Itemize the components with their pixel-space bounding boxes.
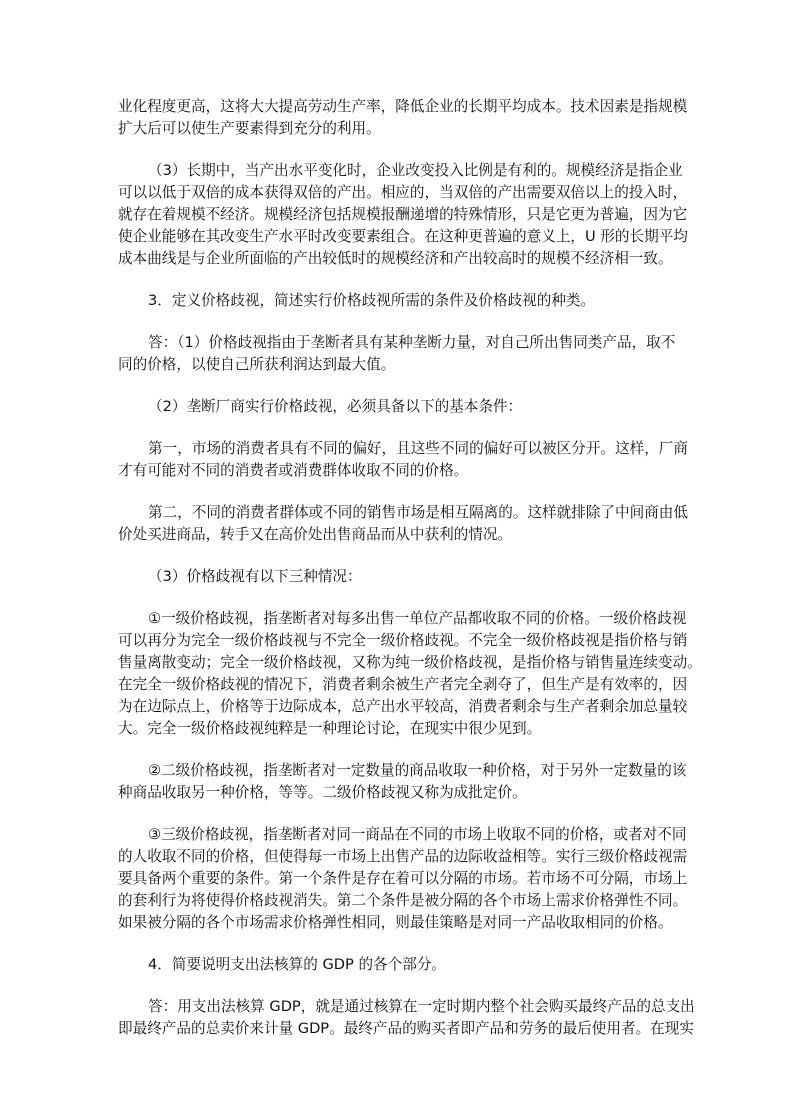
text-line: 使企业能够在其改变生产水平时改变要素组合。在这种更普遍的意义上，U 形的长期平均 <box>118 228 688 245</box>
paragraph <box>118 760 687 804</box>
text-line: （3）长期中，当产出水平变化时，企业改变投入比例是有利的。规模经济是指企业 <box>148 162 683 179</box>
text-line: 可以再分为完全一级价格歧视与不完全一级价格歧视。不完全一级价格歧视是指价格与销 <box>118 632 688 649</box>
text-line: 就存在着规模不经济。规模经济包括规模报酬递增的特殊情形，只是它更为普遍，因为它 <box>118 206 688 223</box>
text-line: 第一，市场的消费者具有不同的偏好，且这些不同的偏好可以被区分开。这样，厂商 <box>148 440 688 457</box>
paragraph <box>118 438 688 482</box>
text-line: 即最终产品的总卖价来计量 GDP。最终产品的购买者即产品和劳务的最后使用者。在现实 <box>118 1020 694 1037</box>
text-line: 价处买进商品，转手又在高价处出售商品而从中获利的情况。 <box>118 526 513 543</box>
paragraph <box>118 502 688 546</box>
text-line: ①一级价格歧视，指垄断者对每多出售一单位产品都收取不同的价格。一级价格歧视 <box>148 610 687 627</box>
text-line: 同的价格，以使自己所获利润达到最大值。 <box>118 356 396 373</box>
section-heading <box>118 566 675 588</box>
section-heading <box>118 396 675 418</box>
text-line: 的人收取不同的价格，但使得每一市场上出售产品的边际收益相等。实行三级价格歧视需 <box>118 848 688 865</box>
paragraph <box>118 996 695 1040</box>
text-line: 的套利行为将使得价格歧视消失。第二个条件是被分隔的各个市场上需求价格弹性不同。 <box>118 892 688 909</box>
text-line: （3）价格歧视有以下三种情况： <box>148 568 362 585</box>
text-line: 可以以低于双倍的成本获得双倍的产出。相应的，当双倍的产出需要双倍以上的投入时， <box>118 184 688 201</box>
text-line: 为在边际点上，价格等于边际成本，总产出水平较高，消费者剩余与生产者剩余加总量较 <box>118 698 688 715</box>
text-line: （2）垄断厂商实行价格歧视，必须具备以下的基本条件： <box>148 398 523 415</box>
paragraph <box>118 160 688 270</box>
section-heading <box>118 290 675 312</box>
text-line: 4．简要说明支出法核算的 GDP 的各个部分。 <box>148 956 447 973</box>
text-line: 要具备两个重要的条件。第一个条件是存在着可以分隔的市场。若市场不可分隔，市场上 <box>118 870 688 887</box>
text-line: 第二，不同的消费者群体或不同的销售市场是相互隔离的。这样就排除了中间商由低 <box>148 504 688 521</box>
text-line: 业化程度更高，这将大大提高劳动生产率，降低企业的长期平均成本。技术因素是指规模 <box>118 98 688 115</box>
paragraph <box>118 824 688 934</box>
text-line: 3．定义价格歧视，简述实行价格歧视所需的条件及价格歧视的种类。 <box>148 292 596 309</box>
text-line: 售量离散变动；完全一级价格歧视，又称为纯一级价格歧视，是指价格与销售量连续变动。 <box>118 654 702 671</box>
text-line: 答：（1）价格歧视指由于垄断者具有某种垄断力量，对自己所出售同类产品，取不 <box>148 334 676 351</box>
text-line: 成本曲线是与企业所面临的产出较低时的规模经济和产出较高时的规模不经济相一致。 <box>118 250 673 267</box>
paragraph <box>118 608 702 740</box>
text-line: 才有可能对不同的消费者或消费群体收取不同的价格。 <box>118 462 469 479</box>
text-line: 如果被分隔的各个市场需求价格弹性相同，则最佳策略是对同一产品收取相同的价格。 <box>118 914 673 931</box>
section-heading <box>118 954 675 976</box>
document-page <box>118 96 702 1060</box>
text-line: ③三级价格歧视，指垄断者对同一商品在不同的市场上收取不同的价格，或者对不同 <box>148 826 687 843</box>
text-line: 种商品收取另一种价格，等等。二级价格歧视又称为成批定价。 <box>118 784 527 801</box>
text-line: 在完全一级价格歧视的情况下，消费者剩余被生产者完全剥夺了，但生产是有效率的，因 <box>118 676 688 693</box>
text-line: 答：用支出法核算 GDP，就是通过核算在一定时期内整个社会购买最终产品的总支出 <box>148 998 695 1015</box>
paragraph <box>118 96 688 140</box>
text-line: 大。完全一级价格歧视纯粹是一种理论讨论，在现实中很少见到。 <box>118 720 542 737</box>
text-line: 扩大后可以使生产要素得到充分的利用。 <box>118 120 381 137</box>
text-line: ②二级价格歧视，指垄断者对一定数量的商品收取一种价格，对于另外一定数量的该 <box>148 762 687 779</box>
paragraph <box>118 332 675 376</box>
